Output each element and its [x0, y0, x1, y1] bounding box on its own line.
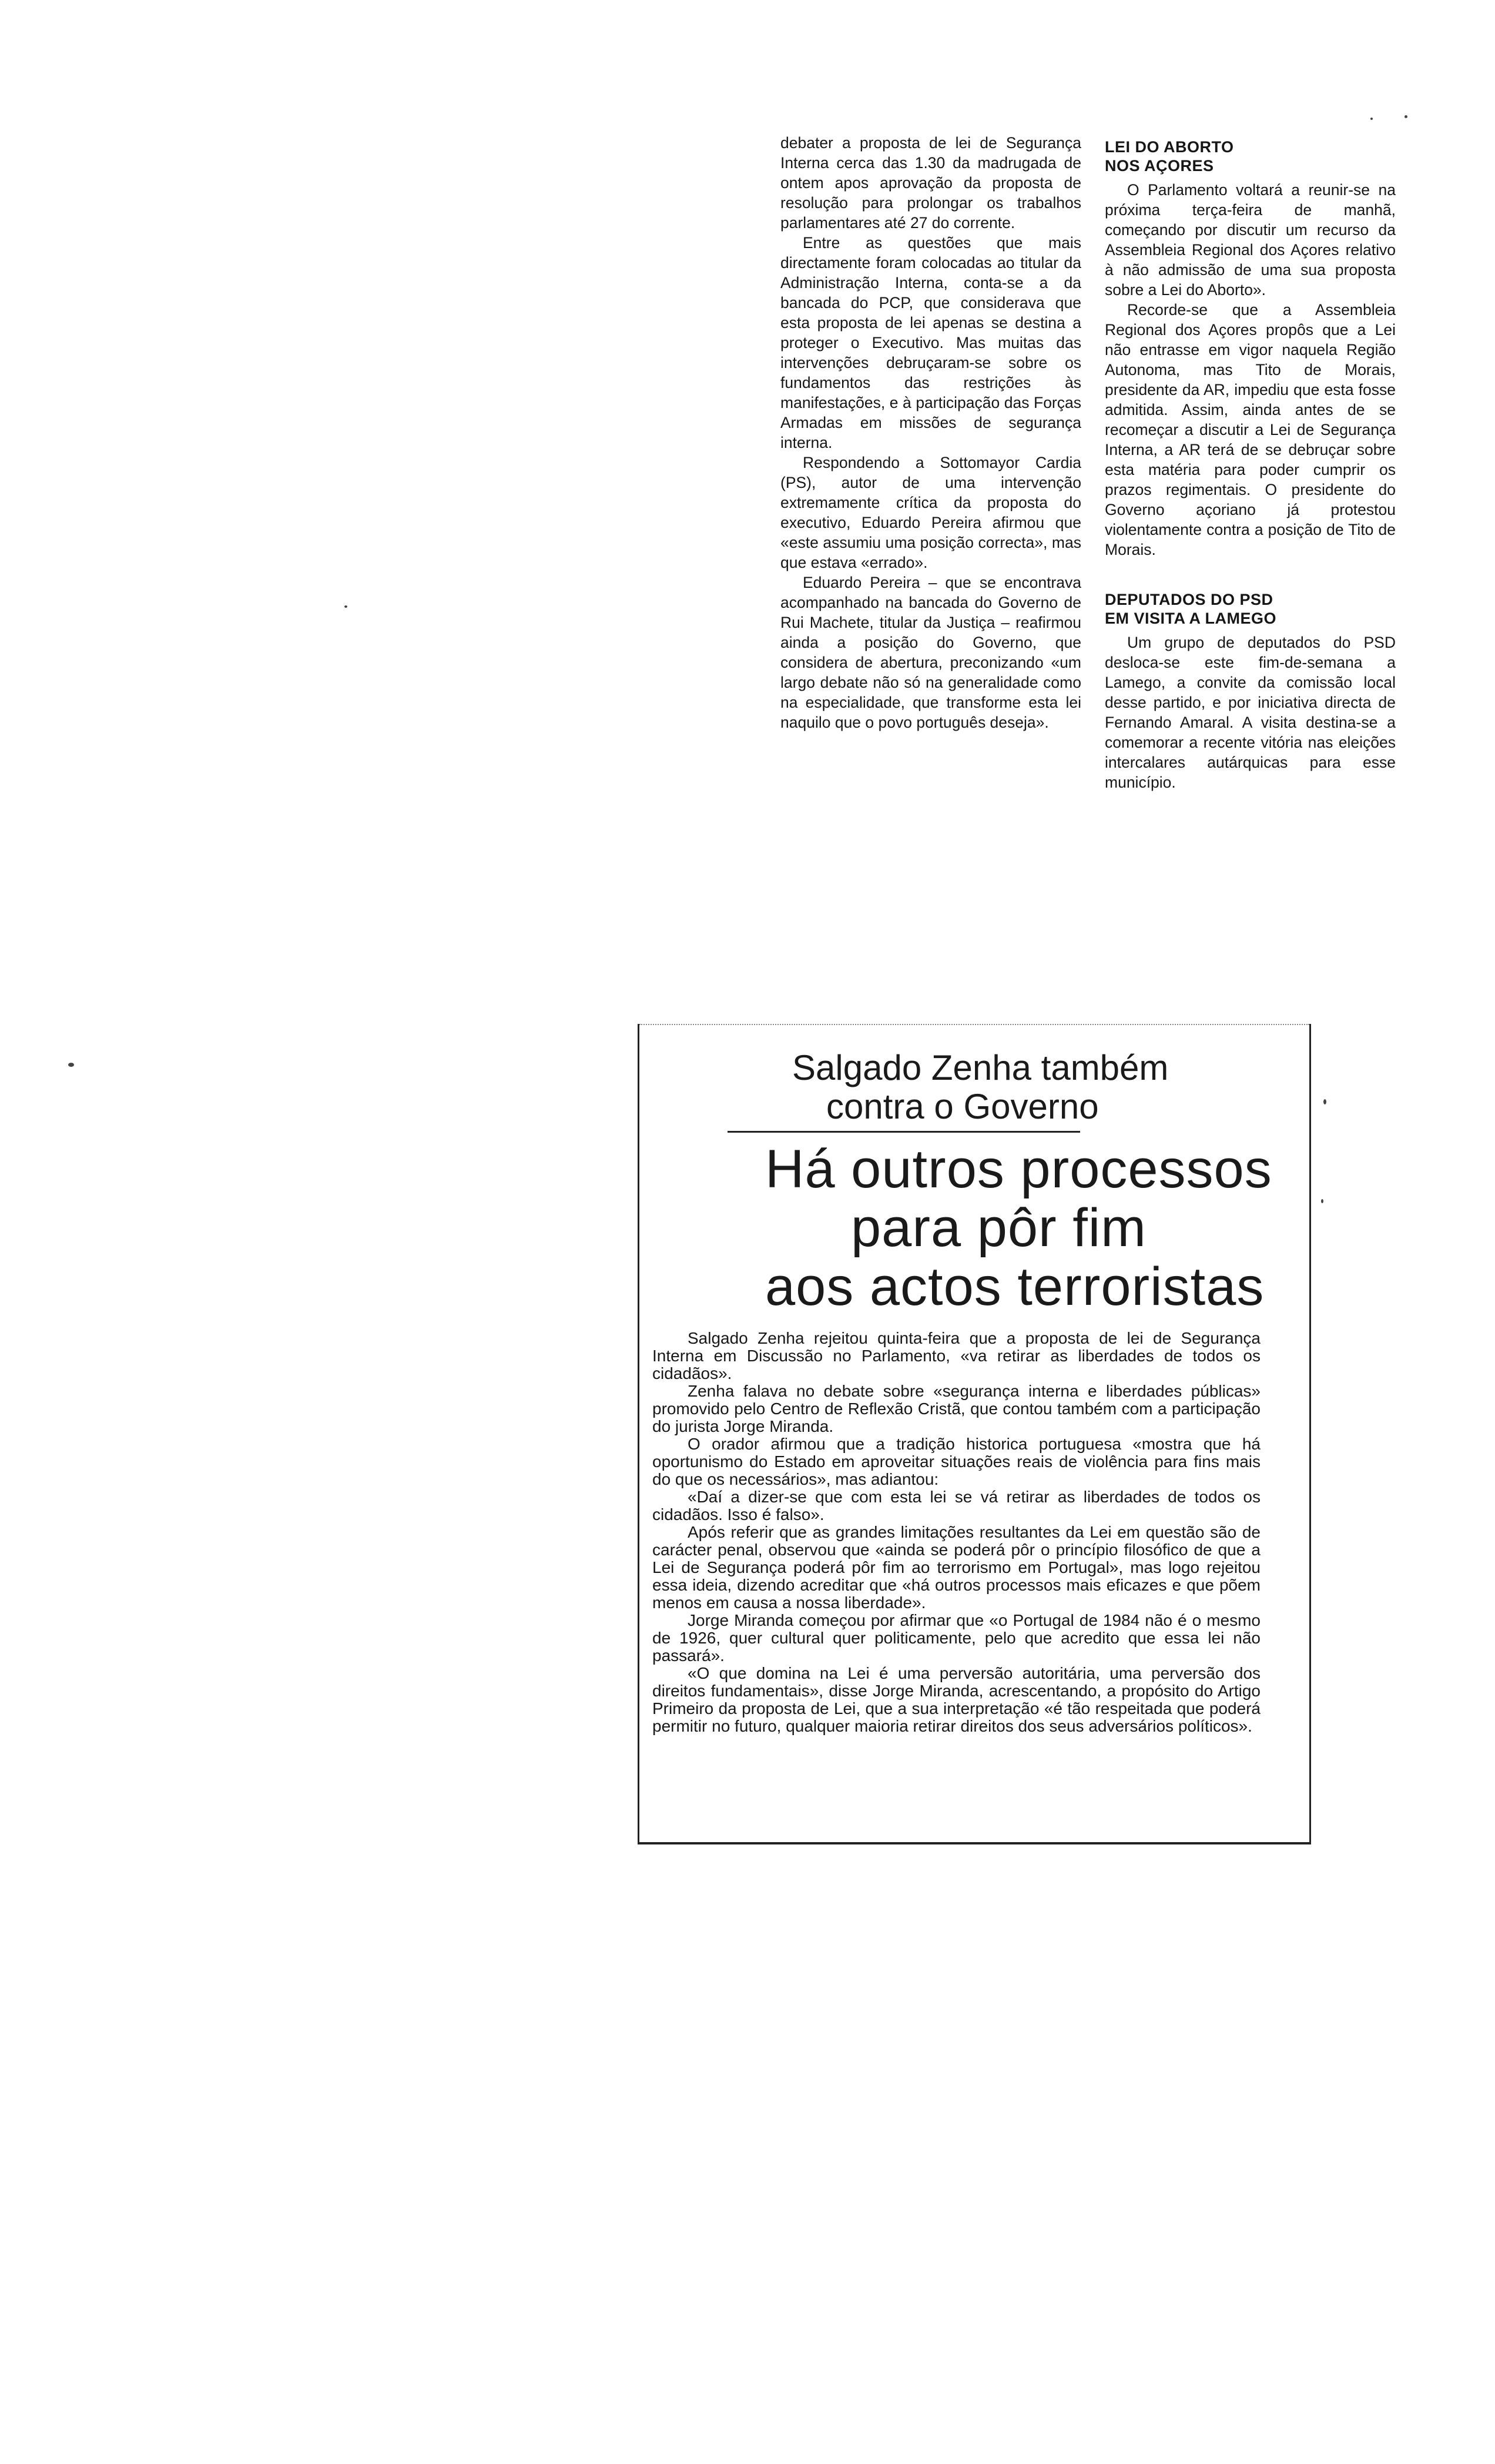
article-paragraph: Respondendo a Sottomayor Cardia (PS), autor de uma intervenção extremamente crítica da proposta do executivo, Eduardo Pereira afirmou que «este assumiu uma posição correcta», mas que estava «errado».	[780, 454, 1081, 571]
clipping-paragraph: O orador afirmou que a tradição historica portuguesa «mostra que há oportunismo do Estado em aproveitar situações reais de violência para fins mais do que os necessários», mas adiantou:	[652, 1435, 1261, 1488]
clipping-headline-line: aos actos terroristas	[765, 1257, 1265, 1317]
article-right-column	[1105, 138, 1396, 792]
article-paragraph: debater a proposta de lei de Segurança Interna cerca das 1.30 da madrugada de ontem apos aprovação da proposta de resolução para prolongar os trabalhos parlamentares até 27 do corrente.	[780, 134, 1081, 232]
section-heading-lamego	[1105, 590, 1396, 628]
clipping-paragraph: Zenha falava no debate sobre «segurança interna e liberdades públicas» promovido pelo Centro de Reflexão Cristã, que contou também com a participação do jurista Jorge Miranda.	[652, 1382, 1261, 1435]
section-spacer	[1105, 560, 1396, 590]
clipping-paragraph: Jorge Miranda começou por afirmar que «o Portugal de 1984 não é o mesmo de 1926, quer cultural quer politicamente, pelo que acredito que essa lei não passará».	[652, 1611, 1261, 1665]
article-paragraph: O Parlamento voltará a reunir-se na próxima terça-feira de manhã, começando por discutir um recurso da Assembleia Regional dos Açores relativo à não admissão de uma sua proposta sobre a Lei do Aborto».	[1105, 181, 1396, 299]
scan-speck	[1370, 118, 1373, 120]
clipping-kicker-line: contra o Governo	[826, 1087, 1099, 1126]
scan-speck	[344, 605, 347, 608]
scan-speck	[1405, 115, 1407, 118]
scan-speck	[1321, 1199, 1323, 1203]
clipping-body	[652, 1330, 1261, 1735]
article-paragraph: Entre as questões que mais directamente foram colocadas ao titular da Administração Interna, conta-se a da bancada do PCP, que considerava que esta proposta de lei apenas se destina a proteger o Executivo. Mas muitas das intervenções debruçaram-se sobre os fundamentos das restrições às manifestações, e à participação das Forças Armadas em missões de segurança interna.	[780, 234, 1081, 451]
clipping-top-edge	[639, 1024, 1309, 1025]
section-heading-line: DEPUTADOS DO PSD	[1105, 591, 1273, 608]
clipping-headline-line: para pôr fim	[851, 1198, 1147, 1258]
article-paragraph: Um grupo de deputados do PSD desloca-se este fim-de-semana a Lamego, a convite da comissão local desse partido, e por iniciativa directa de Fernando Amaral. A visita destina-se a comemorar a recente vitória nas eleições intercalares autárquicas para esse município.	[1105, 634, 1396, 791]
clipping-headline-line: Há outros processos	[765, 1139, 1272, 1199]
newspaper-clipping	[638, 1024, 1311, 1844]
clipping-paragraph: Após referir que as grandes limitações resultantes da Lei em questão são de carácter penal, observou que «ainda se poderá pôr o princípio filosófico de que a Lei de Segurança poderá pôr fim ao terrorismo em Portugal», mas logo rejeitou essa ideia, dizendo acreditar que «há outros processos mais eficazes e que põem menos em causa a nossa liberdade».	[652, 1523, 1261, 1612]
scan-speck	[1323, 1099, 1326, 1104]
section-heading-line: NOS AÇORES	[1105, 157, 1214, 175]
section-heading-aborto	[1105, 138, 1396, 175]
article-paragraph: Recorde-se que a Assembleia Regional dos Açores propôs que a Lei não entrasse em vigor naquela Região Autonoma, mas Tito de Morais, presidente da AR, impediu que esta fosse admitida. Assim, ainda antes de se recomeçar a discutir a Lei de Segurança Interna, a AR terá de se debruçar sobre esta matéria para poder cumprir os prazos regimentais. O presidente do Governo açoriano já protestou violentamente contra a posição de Tito de Morais.	[1105, 301, 1396, 558]
clipping-paragraph: Salgado Zenha rejeitou quinta-feira que a proposta de lei de Segurança Interna em Discussão no Parlamento, «va retirar as liberdades de todos os cidadãos».	[652, 1329, 1261, 1382]
clipping-paragraph: «O que domina na Lei é uma perversão autoritária, uma perversão dos direitos fundamentais», disse Jorge Miranda, acrescentando, a propósito do Artigo Primeiro da proposta de Lei, que a sua interpretação «é tão respeitada que poderá permitir no futuro, qualquer maioria retirar direitos dos seus adversários políticos».	[652, 1664, 1261, 1735]
article-paragraph: Eduardo Pereira – que se encontrava acompanhado na bancada do Governo de Rui Machete, titular da Justiça – reafirmou ainda a posição do Governo, que considera de abertura, preconizando «um largo debate não só na generalidade como na especialidade, que transforme esta lei naquilo que o povo português deseja».	[780, 574, 1081, 731]
clipping-paragraph: «Daí a dizer-se que com esta lei se vá retirar as liberdades de todos os cidadãos. Isso é falso».	[652, 1488, 1261, 1524]
clipping-kicker-line: Salgado Zenha também	[792, 1048, 1169, 1087]
article-left-column	[780, 133, 1081, 732]
section-heading-line: EM VISITA A LAMEGO	[1105, 610, 1276, 627]
section-heading-line: LEI DO ABORTO	[1105, 138, 1234, 156]
scan-speck	[68, 1063, 74, 1067]
kicker-underline	[728, 1131, 1080, 1133]
